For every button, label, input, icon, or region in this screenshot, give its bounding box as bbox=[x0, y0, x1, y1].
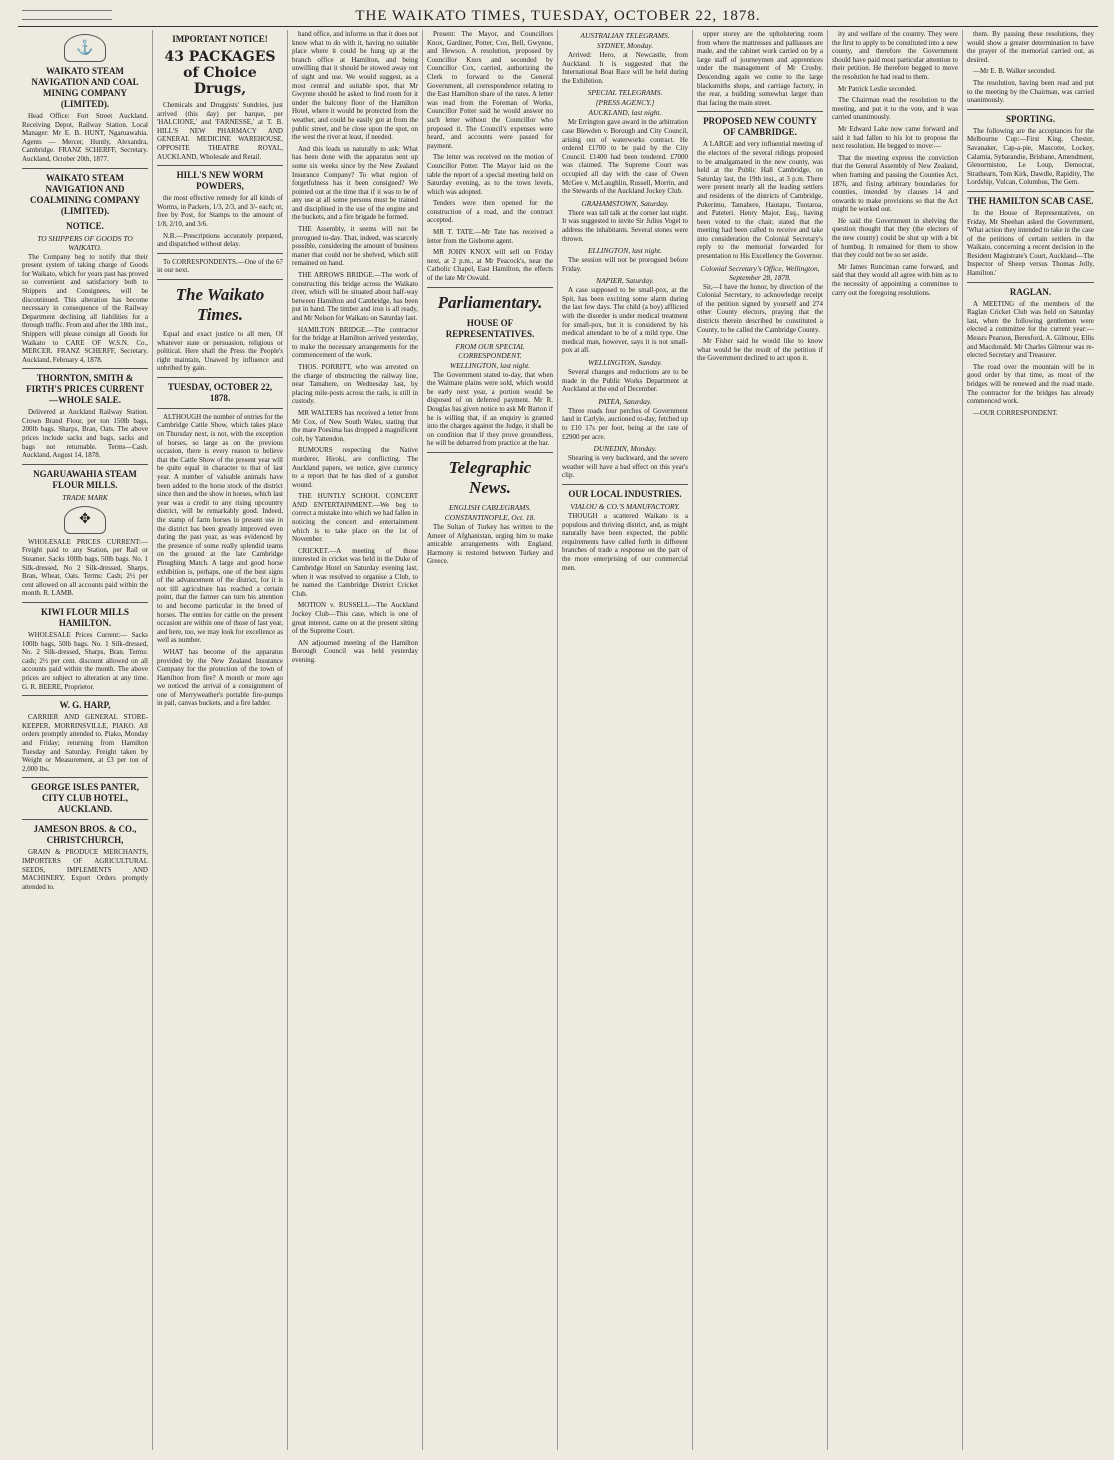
article-paragraph: A case supposed to be small-pox, at the Spit, has been exciting some alarm during the last few days. The child (a boy) afflicted with the disorder is under medical treatment for small-pox, but it is considered by his medical attendant to be of a mild type. One medical man, however, says it is not small-pox at all. bbox=[562, 286, 688, 355]
divider bbox=[22, 777, 148, 778]
notice-text: The Company beg to notify that their present system of taking charge of Goods for Waikato, which for years past has proved so convenient and satisfactory both to Shippers and Consignees, will be discontinued. This alteration has become necessary in consequence of the Railway Department declining all liabilities for a through traffic. From and after the 18th inst., Shippers will please consign all Goods for Waikato to CARE OF W.S.N. Co., MERCER. FRANZ SCHERFF, Secretary. Auckland, February 4, 1878. bbox=[22, 252, 148, 364]
article-paragraph: CRICKET.—A meeting of those interested in cricket was held in the Duke of Cambridge Hotel on Saturday evening last, when it was resolved to organise a Club, to be named the Cambridge District Cricket Club. bbox=[292, 546, 418, 598]
dateline: AUCKLAND, last night. bbox=[588, 108, 662, 118]
ad-heading: HILL'S NEW WORM POWDERS, bbox=[176, 170, 264, 192]
article-paragraph: Mr Fisher said he would like to know what would be the result of the petition if the Government declined to act upon it. bbox=[697, 337, 823, 363]
article-paragraph: Mr Edward Lake now came forward and said it had fallen to his lot to propose the next resolution. He begged to move:— bbox=[832, 124, 958, 151]
divider bbox=[427, 452, 553, 453]
article-paragraph: MR WALTERS has received a letter from Mr Cox, of New South Wales, stating that the mare Poesima has dropped a magnificent colt, by Yattendon. bbox=[292, 408, 418, 443]
masthead bbox=[18, 6, 1098, 27]
section-subheading: VIALOU & CO.'S MANUFACTORY. bbox=[570, 501, 680, 511]
article-paragraph: them. By passing these resolutions, they would show a greater determination to have the prayer of the memorial carried out, as desired. bbox=[967, 30, 1094, 64]
article-paragraph: Tenders were then opened for the construction of a road, and the contract accepted. bbox=[427, 199, 553, 225]
dateline: CONSTANTINOPLE, Oct. 18. bbox=[444, 512, 536, 522]
ad-text: Chemicals and Druggists' Sundries, just arrived (this day) per barque, per 'HALCIONE,' and 'FARNESSE,' at T. B. HILL'S NEW PHARMACY AND GENERAL MEDICINE WAREHOUSE, OPPOSITE THEATRE ROYAL, AUCKLAND, Wholesale and Retail. bbox=[157, 101, 283, 161]
divider bbox=[22, 168, 148, 169]
ad-text: Delivered at Auckland Railway Station. Crown Brand Flour, per ton 150lb bags, 200lb bags. Sharps, Bran, Oats. The above prices include sacks and bags, sacks and bags not returnable. Terms—Cash. Auckland, August 14, 1878. bbox=[22, 408, 148, 460]
article-paragraph: RUMOURS respecting the Native murderer, Hiroki, are conflicting. The Auckland papers, we notice, give currency to a report that he has died of a gunshot wound. bbox=[292, 446, 418, 489]
article-paragraph: He said the Government in shelving the question thought that they (the electors of the new county) could be shut up with a bit of humbug. It remained for them to show that they could not be so set aside. bbox=[832, 216, 958, 260]
ad-text: CARRIER AND GENERAL STORE-KEEPER, MORRINSVILLE, PIAKO. All orders promptly attended to. Piako, Monday and Friday; returning from Hamilton Tuesday and Saturday. Freight taken by Weight or Measurement, at £3 per ton of 2,000 lbs. bbox=[22, 713, 148, 773]
article-paragraph: MOTION v. RUSSELL—The Auckland Jockey Club—This case, which is one of great interest, came on at the present sitting of the Supreme Court. bbox=[292, 601, 418, 636]
notice-heading: IMPORTANT NOTICE! bbox=[172, 34, 268, 44]
letter-heading: Colonial Secretary's Office, Wellington, September 28, 1878. bbox=[700, 263, 820, 282]
motto: Equal and exact justice to all men, Of whatever state or persuasion, religious or political. Here shall the Press the People's right maintain, Unawed by influence and unbribed by gain. bbox=[157, 329, 283, 373]
dateline: PATEA, Saturday. bbox=[598, 396, 652, 406]
ad-heading: WAIKATO STEAM NAVIGATION AND COAL MINING COMPANY (LIMITED). bbox=[31, 66, 139, 109]
dateline: WELLINGTON, last night. bbox=[449, 360, 531, 370]
editorial-paragraph: ALTHOUGH the number of entries for the Cambridge Cattle Show, which takes place on Thursday next, is not, with the exception of horses, so large as on the previous occasion, there is every reason to believe that the Cattle Show of the present year will be quite equal in character to that of last year. A number of valuable animals have been added to the horse stock of the district since then and the show in horses, which last year was a credit to any rising upcountry district, will be remarkably good. Indeed, the stamp of farm horses in present use in the district has been greatly improved even during the past year, as was evidenced by the presence of some really splendid teams on the ground at the late Cambridge Ploughing Match. A large and good horse exhibition is, perhaps, one of the best signs of the advancement of the district, for it is not till agriculture has reached a certain point, that the farmer can turn his attention to and become particular in the breed of horses. The entries for cattle on the present occasion are within one of those of last year, and here, too, we may look for excellence as well as number. bbox=[157, 412, 283, 645]
article-paragraph: Present: The Mayor, and Councillors Knox, Gardiner, Potter, Cox, Bell, Gwynne, and Hewson. A resolution, proposed by Councillor Knox and seconded by Councillor Cox, carried, authorizing the Clerk to forward to the General Government, all correspondence relating to the East Hamilton share of the rates. A letter was read from the Foreman of Works, Councillor Potter said he would answer no such letter without the Councillor who proposed it. The Council's expenses were heard, and accounts were passed for payment. bbox=[427, 30, 553, 150]
article-paragraph: And this leads us naturally to ask: What has been done with the apparatus sent up some six weeks since by the New Zealand Insurance Company? To what region of forgetfulness has it been consigned? We pointed out at the time that if it was to be of any use at all some persons must be trained and disciplined in the use of the engine and the buckets, and a fire brigade be formed. bbox=[292, 144, 418, 222]
section-heading: HOUSE OF REPRESENTATIVES. bbox=[445, 317, 535, 339]
ad-heading: NGARUAWAHIA STEAM FLOUR MILLS. bbox=[33, 468, 137, 490]
article-paragraph: THE Assembly, it seems will not be prorogued to-day. That, indeed, was scarcely possible, considering the amount of business matter that could not be shelved, which still remained on hand. bbox=[292, 225, 418, 268]
divider bbox=[967, 109, 1094, 110]
article-paragraph: A LARGE and very influential meeting of the electors of the several ridings proposed to be amalgamated in the new county, was held at the Public Hall Cambridge, on Saturday last, the 19th inst., at 3 p.m. There were present nearly all the leading settlers and residents of the districts of Cambridge, Pukerimu, Tamahere, Hautapu, Tuotaroa, and Pateteri. Henry Major, Esq., having been voted to the chair, stated that the meeting had been called to receive and take into consideration the Colonial Secretary's reply to the memorial forwarded for presentation to His Excellency the Governor. bbox=[697, 140, 823, 261]
article-paragraph: The Sultan of Turkey has written to the Ameer of Afghanistan, urging him to make amicable arrangements with England. Harmony is restored between Turkey and Greece. bbox=[427, 522, 553, 566]
divider bbox=[967, 191, 1094, 192]
column-2 bbox=[153, 30, 288, 1450]
article-paragraph: —Mr E. B. Walker seconded. bbox=[973, 67, 1056, 76]
divider bbox=[22, 695, 148, 696]
trade-mark-label: TRADE MARK bbox=[62, 492, 108, 502]
article-paragraph: The resolution, having been read and put to the meeting by the Chairman, was carried unanimously. bbox=[967, 78, 1094, 105]
ad-heading: W. G. HARP, bbox=[59, 700, 111, 711]
ad-text: the most effective remedy for all kinds of Worms, in Packets, 1/3, 2/3, and 3/- each; or, free by Post, for Stamps to the amount of 1/8, 2/10, and 3/6. bbox=[157, 194, 283, 228]
masthead-ornament bbox=[22, 10, 112, 20]
article-paragraph: MR T. TATE.—Mr Tate has received a letter from the Gisborne agent. bbox=[427, 228, 553, 245]
divider bbox=[562, 484, 688, 485]
newspaper-title: The Waikato Times. bbox=[175, 284, 265, 324]
column-6 bbox=[693, 30, 828, 1450]
dateline: ELLINGTON, last night. bbox=[587, 246, 663, 256]
article-paragraph: The Chairman read the resolution to the meeting, and put it to the vote, and it was carried unanimously. bbox=[832, 96, 958, 122]
article-paragraph: THOUGH a scattered Waikato is a populous and thriving district, and, as might naturally have been expected, the public requirements have called forth in different branches of trade a response on the part of the more enterprising of our commercial men. bbox=[562, 511, 688, 572]
article-paragraph: The letter was received on the motion of Councillor Potter. The Mayor laid on the table the report of a special meeting held on Saturday evening, as to the town levels, which was adopted. bbox=[427, 153, 553, 196]
dateline: SYDNEY, Monday. bbox=[596, 41, 654, 50]
article-paragraph: That the meeting express the conviction that the General Assembly of New Zealand, when framing and passing the Counties Act, 1876, and fixing arbitrary boundaries for counties, intended by clauses 14 and onwards to make provisions so that the Act might be worked out. bbox=[832, 153, 958, 214]
article-paragraph: The following are the acceptances for the Melbourne Cup:—First King, Chester, Savanaker, Cap-a-pie, Mascotte, Lockey, Calamia, Sybarandie, Brisbane, Amendment, Glenormiston, Le Loup, Democrat, Strathearn, Tom Kirk, Dawdle, Rapidity, The Lordship, Vulcan, Columbus, The Gem. bbox=[967, 126, 1094, 187]
article-paragraph: Mr Errington gave award in the arbitration case Blewden v. Borough and City Council, arising out of waterworks contract. He ordered £1700 to be paid by the City Council. £1400 had been tendered. £7000 was claimed. The Supreme Court was occupied all day with the case of Owen McGee v. McLaughlin, Russell, Morrin, and the Stewards of the Auckland Jockey Club. bbox=[562, 118, 688, 196]
article-paragraph: hand office, and informs us that it does not know what to do with it, having no suitable place where it could be hung up at the branch office at Hamilton, and being unwilling that it should be stowed away out of sight and use. We would suggest, as a most central and suitable spot, that Mr Gwynne should be asked to find room for it under the balcony floor of the Hamilton Hotel, where it would be protected from the weather, and could be easily got at from the public street, and be close upon the spot, on the west the river at least, if needed. bbox=[292, 30, 418, 142]
article-paragraph: Several changes and reductions are to be made in the Public Works Department at Auckland at the end of December. bbox=[562, 368, 688, 394]
divider bbox=[22, 464, 148, 465]
article-paragraph: HAMILTON BRIDGE.—The contractor for the bridge at Hamilton arrived yesterday, to make the necessary arrangements for the commencement of the work. bbox=[292, 325, 418, 360]
article-paragraph: Arrived: Hero, at Newcastle, from Auckland. It is suggested that the International Boat Race will be held during the Exhibition. bbox=[562, 51, 688, 85]
divider bbox=[22, 602, 148, 603]
ad-text: GRAIN & PRODUCE MERCHANTS, IMPORTERS OF AGRICULTURAL SEEDS, IMPLEMENTS AND MACHINERY, Export Orders promptly attended to. bbox=[22, 848, 148, 891]
section-heading: AUSTRALIAN TELEGRAMS. bbox=[580, 31, 670, 40]
trade-mark-icon: ✥ bbox=[64, 506, 106, 534]
article-paragraph: The Government stated to-day, that when the Waimate plains were sold, which would be early next year, a portion would be disposed of on deferred payment. Mr R. Douglas has given notice to ask Mr Barton if he is willing that, if an enquiry is granted into the charges against the Judge, it shall be on condition that if they prove groundless, he will be debarred from practice at the bar. bbox=[427, 370, 553, 448]
divider bbox=[22, 819, 148, 820]
divider bbox=[157, 253, 283, 254]
masthead-title: THE WAIKATO TIMES, TUESDAY, OCTOBER 22, 1878. bbox=[355, 7, 761, 24]
divider bbox=[157, 408, 283, 409]
dateline: NAPIER, Saturday. bbox=[596, 276, 654, 286]
ad-heading: GEORGE ISLES PANTER, CITY CLUB HOTEL, AUCKLAND. bbox=[30, 782, 140, 815]
editorial-paragraph: WHAT has become of the apparatus provided by the New Zealand Insurance Company for the protection of the town of Hamilton from fire? A month or more ago we noticed the arrival of a consignment of one of Merryweather's portable fire-pumps in pail, canvas buckets, and a fire ladder. bbox=[157, 647, 283, 708]
ad-text: WHOLESALE Prices Current:— Sacks 100lb bags, 50lb bags. No. 1 Silk-dressed, No. 2 Silk-dressed, Sharps, Bran. Terms: cash; 2½ per cent. discount allowed on all accounts paid within the month. The above prices are subject to alteration at any time. G. R. BEERE, Proprietor. bbox=[22, 631, 148, 691]
section-heading: SPORTING. bbox=[1006, 113, 1055, 124]
section-heading: RAGLAN. bbox=[1009, 286, 1052, 297]
column-5 bbox=[558, 30, 693, 1450]
article-paragraph: AN adjourned meeting of the Hamilton Borough Council was held yesterday evening. bbox=[292, 638, 418, 664]
divider bbox=[967, 282, 1094, 283]
article-paragraph: The session will not be prorogued before Friday. bbox=[562, 256, 688, 273]
article-paragraph: A MEETING of the members of the Raglan Cricket Club was held on Saturday last, when the following gentlemen were elected a committee for the current year:—Messrs Pearson, Beresford, A. Gilmour, Ellis and Macdonald. Mr Charles Gilmour was re-elected Secretary and Treasurer. bbox=[967, 299, 1094, 360]
article-paragraph: Mr James Runciman came forward, and said that they would all agree with him as to the necessity of appointing a committee to carry out the foregoing resolutions. bbox=[832, 262, 958, 297]
section-subheading: [PRESS AGENCY.] bbox=[595, 98, 655, 108]
dateline: TUESDAY, OCTOBER 22, 1878. bbox=[167, 381, 273, 403]
ad-heading: WAIKATO STEAM NAVIGATION AND COALMINING COMPANY (LIMITED). bbox=[29, 172, 141, 216]
article-paragraph: Mr Patrick Leslie seconded. bbox=[838, 84, 917, 93]
dateline: DUNEDIN, Monday. bbox=[593, 444, 657, 454]
ad-heading: THORNTON, SMITH & FIRTH'S PRICES CURRENT—WHOLE SALE. bbox=[26, 373, 144, 406]
ad-note: N.B.—Prescriptions accurately prepared, and dispatched without delay. bbox=[157, 231, 283, 249]
correspondents-note: To CORRESPONDENTS.—One of the 67 in our next. bbox=[157, 257, 283, 275]
ad-big-heading: 43 PACKAGES of Choice Drugs, bbox=[164, 49, 276, 97]
ad-text: Head Office: Fort Street Auckland. Receiving Depot, Railway Station. Local Manager: Mr E. B. HUNT, Ngaruawahia. Agents — Mercer, Huntly, Alexandra, Cambridge. FRANZ SCHERFF, Secretary. Auckland, October 20th, 1877. bbox=[22, 112, 148, 163]
divider bbox=[157, 165, 283, 166]
article-paragraph: THOS. PORRITT, who was arrested on the charge of obstructing the railway line, near Tamahere, on Wednesday last, by placing mile-posts across the rails, is still in custody. bbox=[292, 362, 418, 406]
divider bbox=[427, 287, 553, 288]
column-1 bbox=[18, 30, 153, 1450]
dateline: GRAHAMSTOWN, Saturday. bbox=[581, 198, 669, 208]
dateline: WELLINGTON, Sunday. bbox=[588, 358, 662, 368]
section-heading: SPECIAL TELEGRAMS. bbox=[587, 88, 663, 98]
article-paragraph: ity and welfare of the country. They were the first to apply to be constituted into a new county, and therefore the Government should have paid most particular attention to their petition. He therefore begged to move the resolution he had read to them. bbox=[832, 30, 958, 81]
section-title: Parliamentary. bbox=[437, 292, 543, 312]
column-7 bbox=[828, 30, 963, 1450]
article-paragraph: In the House of Representatives, on Friday, Mr Sheehan asked the Government, 'What action they intended to take in the case of the petitions of certain settlers in the Waikato, concerning a recent decision in the Resident Magistrate's Court, Auckland—The Inspector of Sheep versus Thomas Jolly, Hamilton.' bbox=[967, 208, 1094, 278]
article-paragraph: The road over the mountain will be in good order by that time, as most of the bridges will be renewed and the road made. The contractor for the bridges has already commenced work. bbox=[967, 362, 1094, 406]
divider bbox=[157, 279, 283, 280]
ad-text: WHOLESALE PRICES CURRENT:— Freight paid to any Station, per Rail or Steamer. Sacks 100lb bags, 50lb bags. No. 1 Silk-dressed, No 2 Silk-dressed, Sharps, Bran, Wheat, Oats. Terms: Cash; 2½ per cent allowed on all accounts paid within the month. R. LAMB. bbox=[22, 537, 148, 598]
article-paragraph: THE ARROWS BRIDGE.—The work of constructing this bridge across the Waikato river, which will be situated about half-way between Hamilton and Cambridge, has been put in hand. The timber and iron is all ready, and Mr Nelson for Waikato on Saturday last. bbox=[292, 271, 418, 322]
article-paragraph: THE HUNTLY SCHOOL CONCERT AND ENTERTAINMENT.—We beg to correct a mistake into which we had fallen in noticing the concert and entertainment which is to take place on the 1st of November. bbox=[292, 492, 418, 544]
byline: —OUR CORRESPONDENT. bbox=[973, 408, 1058, 417]
article-paragraph: MR JOHN KNOX will sell on Friday next, at 2 p.m., at Mr Peacock's, near the Catholic Chapel, East Hamilton, the effects of the late Mr Oswald. bbox=[427, 248, 553, 283]
columns bbox=[18, 30, 1098, 1450]
column-8 bbox=[963, 30, 1098, 1450]
section-heading: PROPOSED NEW COUNTY OF CAMBRIDGE. bbox=[703, 116, 817, 138]
column-3 bbox=[288, 30, 423, 1450]
article-paragraph: Shearing is very backward, and the severe weather will have a bad effect on this year's clip. bbox=[562, 454, 688, 480]
article-paragraph: upper storey are the upholstering room from where the mattresses and palliasses are made, and the cabinet work carried on by a large staff of journeymen and apprentices under the management of Mr Crosby. Descending again we come to the large blacksmiths shops, and carriage factory, in the rear, a building somewhat larger than that facing the main street. bbox=[697, 30, 823, 107]
ad-heading: JAMESON BROS. & CO., CHRISTCHURCH, bbox=[33, 824, 137, 846]
notice-subheading: TO SHIPPERS OF GOODS TO WAIKATO. bbox=[37, 233, 133, 252]
divider bbox=[22, 368, 148, 369]
article-paragraph: There was tall talk at the corner last night. It was suggested to invite Sir Julius Vogel to address the inhabitants. Several stones were thrown. bbox=[562, 208, 688, 243]
article-paragraph: Three roads four perches of Government land in Carlyle, auctioned to-day, fetched up to £10 17s per foot, being at the rate of £2900 per acre. bbox=[562, 406, 688, 441]
ship-icon: ⚓ bbox=[64, 34, 106, 62]
section-subheading: FROM OUR SPECIAL CORRESPONDENT. bbox=[455, 341, 525, 360]
divider bbox=[697, 111, 823, 112]
section-title: Telegraphic News. bbox=[448, 457, 532, 497]
section-heading: THE HAMILTON SCAB CASE. bbox=[967, 195, 1094, 206]
section-subheading: ENGLISH CABLEGRAMS. bbox=[448, 502, 532, 512]
section-heading: OUR LOCAL INDUSTRIES. bbox=[568, 488, 682, 499]
notice-heading: NOTICE. bbox=[66, 220, 104, 231]
article-paragraph: Sir,—I have the honor, by direction of the Colonial Secretary, to acknowledge receipt of the petition signed by yourself and 274 other County electors, praying that the districts therein described be constituted a County, to be called the Cambridge County. bbox=[697, 282, 823, 334]
ad-heading: KIWI FLOUR MILLS HAMILTON. bbox=[40, 607, 129, 628]
divider bbox=[157, 377, 283, 378]
column-4 bbox=[423, 30, 558, 1450]
